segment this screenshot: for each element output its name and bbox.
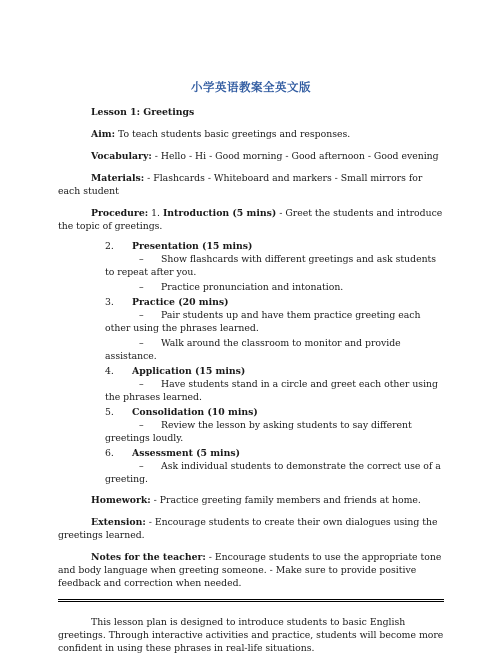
step-bullet xyxy=(105,253,444,279)
section-divider xyxy=(58,599,444,602)
dash-glyph: – xyxy=(139,379,144,390)
materials-label: Materials: xyxy=(91,173,145,184)
document-title: 小学英语教案全英文版 xyxy=(191,80,311,94)
homework-label: Homework: xyxy=(91,495,151,506)
dash-glyph: – xyxy=(139,310,144,321)
step-bullet xyxy=(105,337,444,363)
step-number: 4. xyxy=(105,366,114,377)
step-bullet xyxy=(105,460,444,486)
dash-glyph: – xyxy=(139,282,144,293)
extension-paragraph xyxy=(58,516,444,542)
procedure-step xyxy=(105,296,444,309)
materials-paragraph xyxy=(58,172,444,198)
step-bullet xyxy=(105,281,444,294)
step-heading: Presentation (15 mins) xyxy=(132,241,253,252)
step-number: 5. xyxy=(105,407,114,418)
bullet-text: Practice pronunciation and intonation. xyxy=(161,282,344,293)
dash-glyph: – xyxy=(139,338,144,349)
procedure-step xyxy=(105,406,444,419)
procedure-first-text: - Greet the students and introduce the topic of greetings. xyxy=(58,208,443,232)
procedure-step xyxy=(105,447,444,460)
bullet-text: Pair students up and have them practice greeting each other using the phrases learned. xyxy=(105,310,421,334)
homework-paragraph xyxy=(58,494,444,507)
step-number: 6. xyxy=(105,448,114,459)
extension-text: - Encourage students to create their own dialogues using the greetings learned. xyxy=(58,517,438,541)
dash-glyph: – xyxy=(139,461,144,472)
step-heading: Application (15 mins) xyxy=(132,366,246,377)
vocabulary-text: - Hello - Hi - Good morning - Good afternoon - Good evening xyxy=(151,151,439,162)
step-heading: Assessment (5 mins) xyxy=(132,448,240,459)
bullet-text: Have students stand in a circle and greet each other using the phrases learned. xyxy=(105,379,438,403)
procedure-first-label: Introduction (5 mins) xyxy=(162,208,277,219)
step-bullet xyxy=(105,378,444,404)
dash-glyph: – xyxy=(139,420,144,431)
procedure-paragraph xyxy=(58,207,444,233)
bullet-text: Review the lesson by asking students to say different greetings loudly. xyxy=(105,420,412,444)
step-heading: Consolidation (10 mins) xyxy=(132,407,258,418)
notes-paragraph xyxy=(58,551,444,590)
materials-text: - Flashcards - Whiteboard and markers - Small mirrors for each student xyxy=(58,173,423,197)
bullet-text: Show flashcards with different greetings and ask students to repeat after you. xyxy=(105,254,437,278)
closing-paragraph: This lesson plan is designed to introduce students to basic English greetings. Through interactive activities and practice, students will become more confident in using these phrases in real-life situations. xyxy=(58,617,444,654)
bullet-text: Ask individual students to demonstrate the correct use of a greeting. xyxy=(105,461,441,485)
procedure-step xyxy=(105,365,444,378)
notes-label: Notes for the teacher: xyxy=(91,552,206,563)
bullet-text: Walk around the classroom to monitor and provide assistance. xyxy=(105,338,401,362)
homework-text: - Practice greeting family members and friends at home. xyxy=(150,495,421,506)
procedure-label: Procedure: xyxy=(91,208,149,219)
procedure-step xyxy=(105,240,444,253)
extension-label: Extension: xyxy=(91,517,146,528)
aim-label: Aim: xyxy=(91,129,116,140)
aim-paragraph xyxy=(58,128,444,141)
vocabulary-paragraph xyxy=(58,150,444,163)
procedure-first-num: 1. xyxy=(148,208,163,219)
dash-glyph: – xyxy=(139,254,144,265)
step-bullet xyxy=(105,419,444,445)
step-number: 3. xyxy=(105,297,114,308)
step-heading: Practice (20 mins) xyxy=(132,297,229,308)
step-number: 2. xyxy=(105,241,114,252)
lesson-heading: Lesson 1: Greetings xyxy=(91,107,195,118)
vocabulary-label: Vocabulary: xyxy=(91,151,152,162)
step-bullet xyxy=(105,309,444,335)
aim-text: To teach students basic greetings and responses. xyxy=(115,129,351,140)
notes-text: - Encourage students to use the appropriate tone and body language when greeting someone. - Make sure to provide positive feedback and correction when needed. xyxy=(58,552,442,589)
procedure-steps xyxy=(58,240,444,486)
